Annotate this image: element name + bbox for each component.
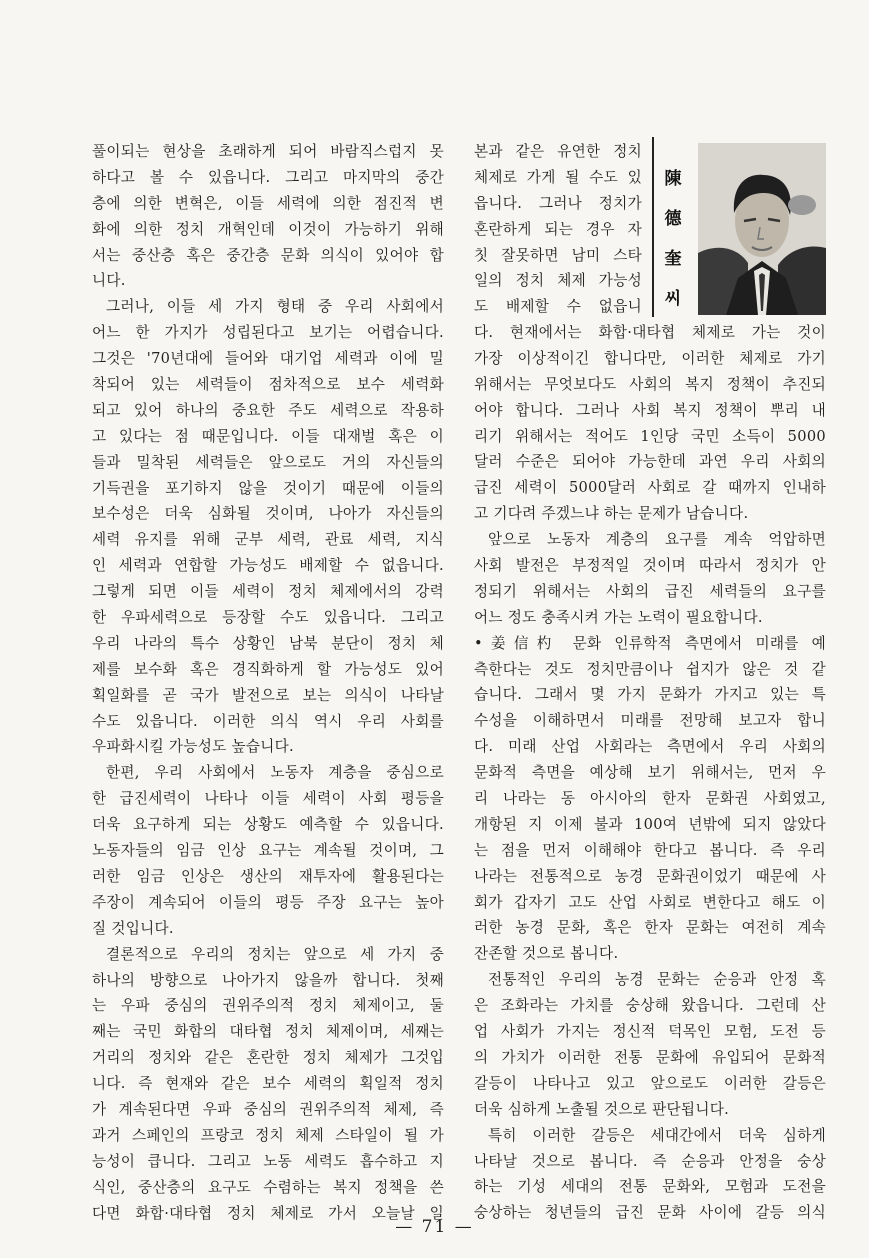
caption-char: 씨 — [664, 289, 682, 309]
text-line: 그렇게 되면 이들 세력이 정치 체제에서의 강력 — [92, 583, 444, 601]
text-line: 리기 위해서는 적어도 1인당 국민 소득이 5000 — [474, 427, 826, 445]
text-line: 리 나라는 동 아시아의 한자 문화권 사회였고, — [474, 790, 826, 808]
text-line: 는 우파 중심의 권위주의적 정치 체제이고, 둘 — [92, 997, 444, 1015]
text-line: 들과 밀착된 세력들은 앞으로도 거의 자신들의 — [92, 453, 444, 471]
text-line: 하는 기성 세대의 전통 문화와, 모험과 도전을 — [474, 1178, 826, 1196]
text-line: 노동자들의 임금 인상 요구는 계속될 것이며, 그 — [92, 842, 444, 860]
text-line: 니다. 즉 현재와 같은 보수 세력의 획일적 정치 — [92, 1075, 444, 1093]
text-line: 세력 유지를 위해 군부 세력, 관료 세력, 지식 — [92, 531, 444, 549]
text-line: 은 조화라는 가치를 숭상해 왔읍니다. 그런데 산 — [474, 997, 826, 1015]
caption-char: 奎 — [664, 249, 682, 269]
text-line: 인 세력과 연합할 가능성도 배제할 수 없읍니다. — [92, 557, 444, 575]
text-line: 결론적으로 우리의 정치는 앞으로 세 가지 중 — [106, 945, 444, 963]
text-line: 한 급진세력이 나타나 이들 세력이 사회 평등을 — [92, 790, 444, 808]
text-line: 다. 현재에서는 화합·대타협 체제로 가는 것이 — [474, 324, 826, 341]
text-line: 우리 나라의 특수 상황인 남북 분단이 정치 체 — [92, 634, 444, 652]
text-line: 한편, 우리 사회에서 노동자 계층을 중심으로 — [106, 764, 444, 782]
text-line: 우파화시킬 가능성도 높습니다. — [92, 738, 294, 756]
text-line: 식인, 중산층의 요구도 수렴하는 복지 정책을 쓴 — [92, 1178, 444, 1196]
text-line: 질 것입니다. — [92, 919, 174, 937]
text-line: 칫 잘못하면 남미 스타 — [474, 246, 642, 264]
text-line: 한 우파세력으로 등장할 수도 있읍니다. 그리고 — [92, 609, 444, 627]
caption-char: 陳 — [664, 169, 682, 189]
portrait-caption — [660, 159, 686, 319]
text-line: 더욱 심하게 노출될 것으로 판단됩니다. — [474, 1100, 730, 1118]
text-line: 획일화를 곧 국가 발전으로 보는 의식이 나타날 — [92, 686, 444, 704]
text-line: 러한 임금 인상은 생산의 재투자에 활용된다는 — [92, 867, 444, 885]
portrait-box — [652, 137, 828, 317]
text-line: 회가 갑자기 고도 산업 사회로 변한다고 해도 이 — [474, 893, 826, 911]
text-line: 더욱 요구하게 되는 상황도 예측할 수 있읍니다. — [92, 816, 444, 834]
text-line: 습니다. 그래서 몇 가지 문화가 가지고 있는 특 — [474, 686, 826, 704]
text-line: 화에 의한 정치 개혁인데 이것이 가능하기 위해 — [92, 220, 444, 238]
text-line: 사회 발전은 부정적일 것이며 따라서 정치가 안 — [474, 557, 826, 575]
text-line: 수성을 이해하면서 미래를 전망해 보고자 합니 — [474, 712, 826, 730]
portrait-photo — [698, 143, 826, 315]
text-line: 달러 수준은 되어야 가능한데 과연 우리 사회의 — [474, 453, 826, 471]
text-line: 다면 화합·대타협 정치 체제로 가서 오늘날 일 — [92, 1204, 444, 1222]
caption-char: 德 — [664, 209, 682, 229]
text-line: 숭상하는 청년들의 급진 문화 사이에 갈등 의식 — [474, 1204, 826, 1222]
text-line: 측한다는 것도 정치만큼이나 쉽지가 않은 것 같 — [474, 660, 826, 678]
text-line: 특히 이러한 갈등은 세대간에서 더욱 심하게 — [488, 1126, 826, 1144]
text-line: 앞으로 노동자 계층의 요구를 계속 억압하면 — [488, 531, 826, 549]
text-line: 위해서는 무엇보다도 사회의 복지 정책이 추진되 — [474, 375, 826, 393]
text-line: 문화적 측면을 예상해 보기 위해서는, 먼저 우 — [474, 764, 826, 782]
text-line: 체제로 가게 될 수도 있 — [474, 168, 642, 186]
text-line: 나타날 것으로 봅니다. 즉 순응과 안정을 숭상 — [474, 1152, 826, 1170]
text-line: 급진 세력이 5000달러 사회로 갈 때까지 인내하 — [474, 479, 826, 497]
text-line: 혼란하게 되는 경우 자 — [474, 220, 642, 238]
text-line: 그것은 '70년대에 들어와 대기업 세력과 이에 밀 — [92, 350, 444, 368]
text-line: 서는 중산층 혹은 중간층 문화 의식이 있어야 합 — [92, 246, 444, 264]
text-line: 읍니다. 그러나 정치가 — [474, 194, 642, 212]
text-line: 전통적인 우리의 농경 문화는 순응과 안정 혹 — [488, 971, 826, 989]
text-line: 갈등이 나타나고 있고 앞으로도 이러한 갈등은 — [474, 1074, 826, 1092]
text-line: 도 배제할 수 없읍니 — [474, 298, 642, 316]
text-line: 수도 있읍니다. 이러한 의식 역시 우리 사회를 — [92, 712, 444, 730]
text-line: 기득권을 포기하지 않을 것이기 때문에 이들의 — [92, 479, 444, 497]
text-line: 하다고 볼 수 있읍니다. 그리고 마지막의 중간 — [92, 168, 444, 186]
text-line: 는 점을 먼저 이해해야 한다고 봅니다. 즉 우리 — [474, 841, 826, 859]
text-line: •姜信杓 문화 인류학적 측면에서 미래를 예 — [474, 634, 826, 652]
text-line: 일의 정치 체제 가능성 — [474, 272, 642, 290]
text-line: 주장이 계속되어 이들의 평등 주장 요구는 높아 — [92, 893, 444, 911]
text-line: 잔존할 것으로 봅니다. — [474, 945, 619, 963]
text-line: 본과 같은 유연한 정치 — [474, 143, 642, 160]
text-line: 다. 미래 산업 사회라는 측면에서 우리 사회의 — [474, 738, 826, 756]
text-line: 능성이 큽니다. 그리고 노동 세력도 흡수하고 지 — [92, 1152, 444, 1170]
text-line: 하나의 방향으로 나아가지 않을까 합니다. 첫째 — [92, 971, 444, 989]
left-text-column — [92, 139, 444, 1226]
text-line: 째는 국민 화합의 대타협 정치 체제이며, 세째는 — [92, 1023, 444, 1041]
text-line: 고 기다려 주겠느냐 하는 문제가 남습니다. — [474, 505, 749, 523]
text-line: 고 있다는 점 때문입니다. 이들 대재벌 혹은 이 — [92, 427, 444, 445]
text-line: 러한 농경 문화, 혹은 한자 문화는 여전히 계속 — [474, 919, 826, 937]
text-line: 과거 스페인의 프랑코 정치 체제 스타일이 될 가 — [92, 1126, 444, 1144]
text-line: 의 가치가 이러한 전통 문화에 유입되어 문화적 — [474, 1048, 826, 1066]
text-line: 업 사회가 가지는 정신적 덕목인 모험, 도전 등 — [474, 1023, 826, 1041]
page-number: — 71 — — [395, 1217, 474, 1237]
text-line: 어야 합니다. 그러나 사회 복지 정책이 뿌리 내 — [474, 401, 826, 419]
text-line: 가 계속된다면 우파 중심의 권위주의적 체제, 즉 — [92, 1100, 444, 1118]
text-line: 착되어 있는 세력들이 점차적으로 보수 세력화 — [92, 376, 444, 394]
text-line: 개항된 지 이제 불과 100여 년밖에 되지 않았다 — [474, 815, 826, 833]
text-line: 어느 한 가지가 성립된다고 보기는 어렵습니다. — [92, 324, 444, 342]
text-line: 거리의 정치와 같은 혼란한 정치 체제가 그것입 — [92, 1049, 444, 1067]
text-line: 제를 보수화 혹은 경직화하게 할 가능성도 있어 — [92, 660, 444, 678]
text-line: 니다. — [92, 272, 126, 290]
text-line: 그러나, 이들 세 가지 형태 중 우리 사회에서 — [106, 298, 444, 316]
text-line: 층에 의한 변혁은, 이들 세력에 의한 점진적 변 — [92, 194, 444, 212]
text-line: 되고 있어 하나의 중요한 주도 세력으로 작용하 — [92, 401, 444, 419]
text-line: 나라는 전통적으로 농경 문화권이었기 때문에 사 — [474, 867, 826, 885]
text-line: 정되기 위해서는 사회의 급진 세력들의 요구를 — [474, 582, 826, 600]
text-line: 보수성은 더욱 심화될 것이며, 나아가 자신들의 — [92, 505, 444, 523]
text-line: 풀이되는 현상을 초래하게 되어 바람직스럽지 못 — [92, 143, 444, 160]
text-line: 가장 이상적이긴 합니다만, 이러한 체제로 가기 — [474, 349, 826, 367]
right-top-text-column — [474, 139, 642, 320]
right-main-text-column — [474, 320, 826, 1226]
text-line: 어느 정도 충족시켜 가는 노력이 필요합니다. — [474, 608, 763, 626]
